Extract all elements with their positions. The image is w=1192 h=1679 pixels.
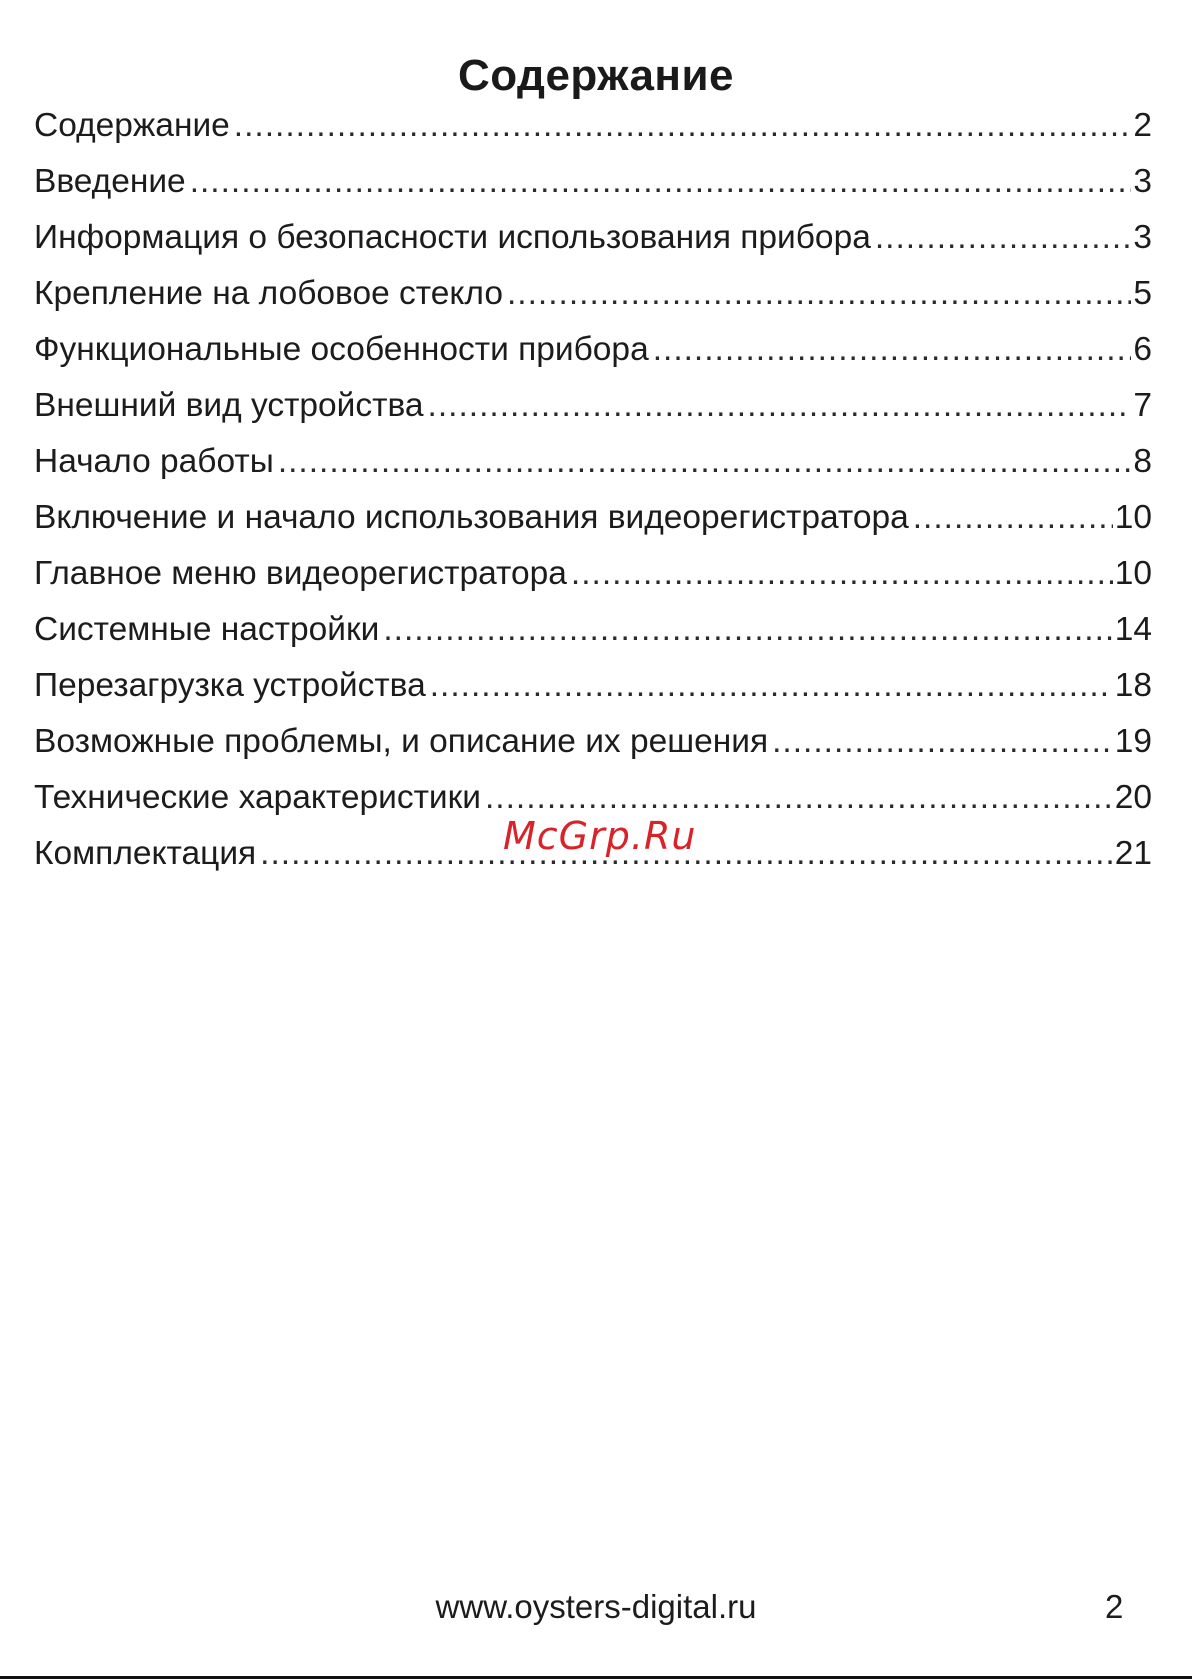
toc-dot-leader <box>278 434 1132 490</box>
toc-entry-label: Включение и начало использования видеорегистратора <box>34 499 909 536</box>
toc-entry-page: 10 <box>1114 555 1152 592</box>
toc-entry[interactable] <box>34 602 1152 658</box>
toc-entry[interactable] <box>34 434 1152 490</box>
footer-website-link[interactable]: www.oysters-digital.ru <box>435 1588 757 1625</box>
toc-dot-leader <box>653 322 1132 378</box>
toc-entry-label: Крепление на лобовое стекло <box>34 275 503 312</box>
toc-entry-label: Введение <box>34 163 186 200</box>
toc-entry-label: Функциональные особенности прибора <box>34 331 649 368</box>
toc-entry[interactable] <box>34 378 1152 434</box>
toc-entry[interactable] <box>34 546 1152 602</box>
toc-dot-leader <box>875 210 1132 266</box>
toc-entry-page: 10 <box>1114 499 1152 536</box>
toc-entry-label: Комплектация <box>34 835 257 872</box>
toc-entry-page: 2 <box>1133 107 1152 144</box>
toc-entry[interactable] <box>34 210 1152 266</box>
toc-entry[interactable] <box>34 266 1152 322</box>
toc-entry-page: 14 <box>1114 611 1152 648</box>
toc-dot-leader <box>571 546 1113 602</box>
toc-entry[interactable] <box>34 322 1152 378</box>
toc-dot-leader <box>428 378 1132 434</box>
toc-entry-page: 7 <box>1133 387 1152 424</box>
toc-entry-page: 21 <box>1114 835 1152 872</box>
toc-entry-label: Главное меню видеорегистратора <box>34 555 567 592</box>
toc-entry-label: Начало работы <box>34 443 274 480</box>
toc-entry-label: Технические характеристики <box>34 779 481 816</box>
table-of-contents <box>34 98 1152 882</box>
toc-entry-page: 8 <box>1133 443 1152 480</box>
toc-entry[interactable] <box>34 154 1152 210</box>
toc-entry-page: 3 <box>1133 163 1152 200</box>
toc-dot-leader <box>234 98 1132 154</box>
toc-entry-page: 20 <box>1114 779 1152 816</box>
toc-entry-label: Перезагрузка устройства <box>34 667 426 704</box>
page-title: Содержание <box>457 51 735 101</box>
toc-entry-page: 6 <box>1133 331 1152 368</box>
toc-entry-page: 3 <box>1133 219 1152 256</box>
toc-entry[interactable] <box>34 98 1152 154</box>
toc-entry-label: Возможные проблемы, и описание их решения <box>34 723 769 760</box>
toc-entry[interactable] <box>34 714 1152 770</box>
toc-entry[interactable] <box>34 490 1152 546</box>
toc-entry-label: Системные настройки <box>34 611 380 648</box>
toc-dot-leader <box>772 714 1113 770</box>
toc-entry-page: 19 <box>1114 723 1152 760</box>
toc-dot-leader <box>507 266 1131 322</box>
toc-entry-page: 5 <box>1133 275 1152 312</box>
toc-dot-leader <box>190 154 1132 210</box>
toc-dot-leader <box>383 602 1112 658</box>
toc-entry-label: Информация о безопасности использования прибора <box>34 219 871 256</box>
toc-entry[interactable] <box>34 658 1152 714</box>
toc-dot-leader <box>913 490 1113 546</box>
toc-dot-leader <box>430 658 1113 714</box>
toc-entry-label: Внешний вид устройства <box>34 387 424 424</box>
toc-entry-page: 18 <box>1114 667 1152 704</box>
toc-entry-label: Содержание <box>34 107 230 144</box>
watermark: McGrp.Ru <box>503 814 697 858</box>
footer-page-number: 2 <box>1105 1588 1124 1625</box>
